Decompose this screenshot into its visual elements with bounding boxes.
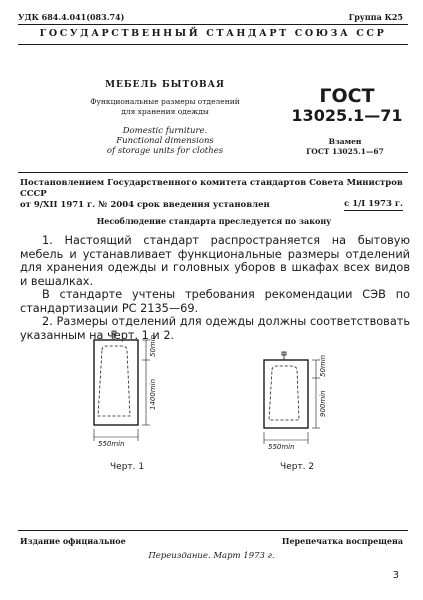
banner-rule: [18, 44, 408, 45]
title-en-line1: Domestic furniture.: [122, 126, 208, 136]
figure-2-drawing: [250, 350, 380, 460]
title-en: [60, 126, 270, 156]
replaces-block: [290, 137, 400, 157]
footer-rule: [18, 530, 408, 531]
page-number: 3: [392, 570, 399, 581]
subtitle-ru-line1: Функциональные размеры отделений: [90, 97, 240, 106]
figure-1-caption: Черт. 1: [110, 462, 145, 472]
top-rule: [18, 24, 408, 25]
figure-1-drawing: [80, 328, 210, 458]
reissue-note: Переиздание. Март 1973 г.: [148, 551, 275, 561]
figure-2-height-dim: 900min: [319, 390, 327, 417]
decree-line1: Постановлением Государственного комитета стандартов Совета Министров СССР: [20, 178, 403, 199]
figure-1-width-dim: 550min: [98, 440, 125, 448]
udk-code: УДК 684.4.041(083.74): [18, 12, 125, 22]
standard-banner: ГОСУДАРСТВЕННЫЙ СТАНДАРТ СОЮЗА ССР: [39, 28, 387, 39]
paragraph-3: 2. Размеры отделений для одежды должны соответствовать указанным на черт. 1 и 2.: [20, 315, 410, 342]
title-en-line2: Functional dimensions: [116, 136, 214, 146]
edition-label: Издание официальное: [20, 536, 126, 546]
effective-date: с 1/I 1973 г.: [344, 199, 403, 209]
figure-1-height-dim: 1400min: [149, 378, 157, 410]
decree-line2: от 9/XII 1971 г. № 2004 срок введения установлен: [20, 200, 270, 210]
replaces-line2: ГОСТ 13025.1—67: [306, 147, 384, 156]
figure-2-top-dim: 50min: [319, 354, 327, 377]
title-en-line3: of storage units for clothes: [106, 146, 224, 156]
title-ru: МЕБЕЛЬ БЫТОВАЯ: [105, 80, 225, 90]
gost-number: 13025.1—71: [291, 106, 403, 125]
subtitle-ru: [60, 97, 270, 117]
group-code: Группа К25: [348, 12, 403, 22]
decree-rule: [18, 172, 408, 173]
reprint-notice: Перепечатка воспрещена: [281, 536, 403, 546]
gost-label: ГОСТ: [319, 85, 375, 107]
figure-2-caption: Черт. 2: [280, 462, 315, 472]
figure-1-top-dim: 50min: [149, 334, 157, 357]
paragraph-1: 1. Настоящий стандарт распространяется на бытовую мебель и устанавливает функциональные размеры отделений для хранения одежды и головных уборов в шкафах всех видов и вешалках.: [20, 234, 410, 288]
enforcement-note: Несоблюдение стандарта преследуется по закону: [96, 216, 332, 226]
figure-2-width-dim: 550min: [268, 443, 295, 451]
replaces-line1: Взамен: [328, 137, 362, 146]
subtitle-ru-line2: для хранения одежды: [121, 107, 209, 116]
body-text: [20, 234, 410, 342]
paragraph-2: В стандарте учтены требования рекомендации СЭВ по стандартизации РС 2135—69.: [20, 288, 410, 315]
